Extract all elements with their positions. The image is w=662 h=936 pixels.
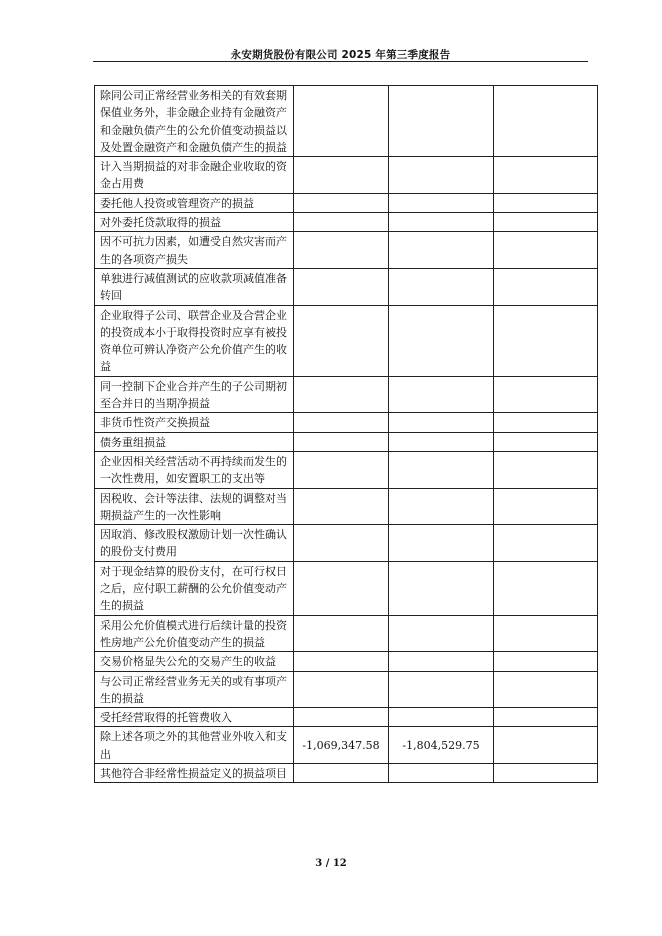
ytd-value (389, 413, 494, 432)
current-period-value: -1,069,347.58 (294, 727, 389, 764)
current-period-value (294, 213, 389, 232)
item-label: 计入当期损益的对非金融企业收取的资金占用费 (95, 157, 294, 194)
item-label: 因税收、会计等法律、法规的调整对当期损益产生的一次性影响 (95, 488, 294, 525)
item-label: 与公司正常经营业务无关的或有事项产生的损益 (95, 671, 294, 708)
item-label: 委托他人投资或管理资产的损益 (95, 193, 294, 212)
item-label: 除同公司正常经营业务相关的有效套期保值业务外，非金融企业持有金融资产和金融负债产生的公允价值变动损益以及处置金融资产和金融负债产生的损益 (95, 86, 294, 157)
ytd-value (389, 451, 494, 488)
current-period-value (294, 488, 389, 525)
item-label: 采用公允价值模式进行后续计量的投资性房地产公允价值变动产生的损益 (95, 615, 294, 652)
ytd-value (389, 615, 494, 652)
ytd-value (389, 86, 494, 157)
ytd-value (389, 305, 494, 376)
table-row (95, 268, 598, 305)
ytd-value (389, 525, 494, 562)
ytd-value (389, 232, 494, 269)
note-cell (494, 615, 598, 652)
note-cell (494, 451, 598, 488)
current-period-value (294, 652, 389, 671)
current-period-value (294, 193, 389, 212)
table-body (95, 86, 598, 783)
note-cell (494, 763, 598, 782)
table-row (95, 671, 598, 708)
note-cell (494, 376, 598, 413)
note-cell (494, 305, 598, 376)
item-label: 债务重组损益 (95, 432, 294, 451)
ytd-value (389, 432, 494, 451)
page-number: 3 / 12 (315, 858, 347, 869)
current-period-value (294, 561, 389, 615)
note-cell (494, 561, 598, 615)
table-row (95, 615, 598, 652)
note-cell (494, 652, 598, 671)
current-period-value (294, 615, 389, 652)
ytd-value (389, 652, 494, 671)
ytd-value (389, 376, 494, 413)
note-cell (494, 157, 598, 194)
current-period-value (294, 451, 389, 488)
ytd-value: -1,804,529.75 (389, 727, 494, 764)
item-label: 受托经营取得的托管费收入 (95, 708, 294, 727)
note-cell (494, 193, 598, 212)
ytd-value (389, 708, 494, 727)
table-row (95, 451, 598, 488)
note-cell (494, 708, 598, 727)
current-period-value (294, 157, 389, 194)
table-row (95, 561, 598, 615)
item-label: 企业取得子公司、联营企业及合营企业的投资成本小于取得投资时应享有被投资单位可辨认净资产公允价值产生的收益 (95, 305, 294, 376)
current-period-value (294, 86, 389, 157)
table-row (95, 432, 598, 451)
note-cell (494, 86, 598, 157)
note-cell (494, 671, 598, 708)
table-row (95, 708, 598, 727)
note-cell (494, 727, 598, 764)
note-cell (494, 413, 598, 432)
ytd-value (389, 561, 494, 615)
current-period-value (294, 376, 389, 413)
item-label: 企业因相关经营活动不再持续而发生的一次性费用，如安置职工的支出等 (95, 451, 294, 488)
ytd-value (389, 488, 494, 525)
ytd-value (389, 213, 494, 232)
item-label: 对外委托贷款取得的损益 (95, 213, 294, 232)
current-period-value (294, 525, 389, 562)
table-row (95, 193, 598, 212)
ytd-value (389, 268, 494, 305)
item-label: 非货币性资产交换损益 (95, 413, 294, 432)
item-label: 因取消、修改股权激励计划一次性确认的股份支付费用 (95, 525, 294, 562)
report-header-title: 永安期货股份有限公司 2025 年第三季度报告 (230, 49, 451, 61)
current-period-value (294, 413, 389, 432)
note-cell (494, 525, 598, 562)
item-label: 因不可抗力因素，如遭受自然灾害而产生的各项资产损失 (95, 232, 294, 269)
header-divider (93, 61, 588, 62)
current-period-value (294, 432, 389, 451)
table-row (95, 727, 598, 764)
table-row (95, 213, 598, 232)
current-period-value (294, 671, 389, 708)
current-period-value (294, 305, 389, 376)
ytd-value (389, 157, 494, 194)
note-cell (494, 213, 598, 232)
note-cell (494, 268, 598, 305)
item-label: 其他符合非经常性损益定义的损益项目 (95, 763, 294, 782)
current-period-value (294, 268, 389, 305)
current-period-value (294, 708, 389, 727)
ytd-value (389, 671, 494, 708)
table-row (95, 763, 598, 782)
current-period-value (294, 763, 389, 782)
note-cell (494, 432, 598, 451)
ytd-value (389, 193, 494, 212)
table-row (95, 413, 598, 432)
table-row (95, 376, 598, 413)
item-label: 除上述各项之外的其他营业外收入和支出 (95, 727, 294, 764)
table-row (95, 157, 598, 194)
table-row (95, 525, 598, 562)
non-recurring-items-table (94, 85, 598, 783)
current-period-value (294, 232, 389, 269)
table-row (95, 232, 598, 269)
item-label: 交易价格显失公允的交易产生的收益 (95, 652, 294, 671)
table-row (95, 488, 598, 525)
table-row (95, 305, 598, 376)
item-label: 同一控制下企业合并产生的子公司期初至合并日的当期净损益 (95, 376, 294, 413)
ytd-value (389, 763, 494, 782)
table-row (95, 86, 598, 157)
table-row (95, 652, 598, 671)
item-label: 对于现金结算的股份支付，在可行权日之后，应付职工薪酬的公允价值变动产生的损益 (95, 561, 294, 615)
note-cell (494, 232, 598, 269)
item-label: 单独进行减值测试的应收款项减值准备转回 (95, 268, 294, 305)
note-cell (494, 488, 598, 525)
